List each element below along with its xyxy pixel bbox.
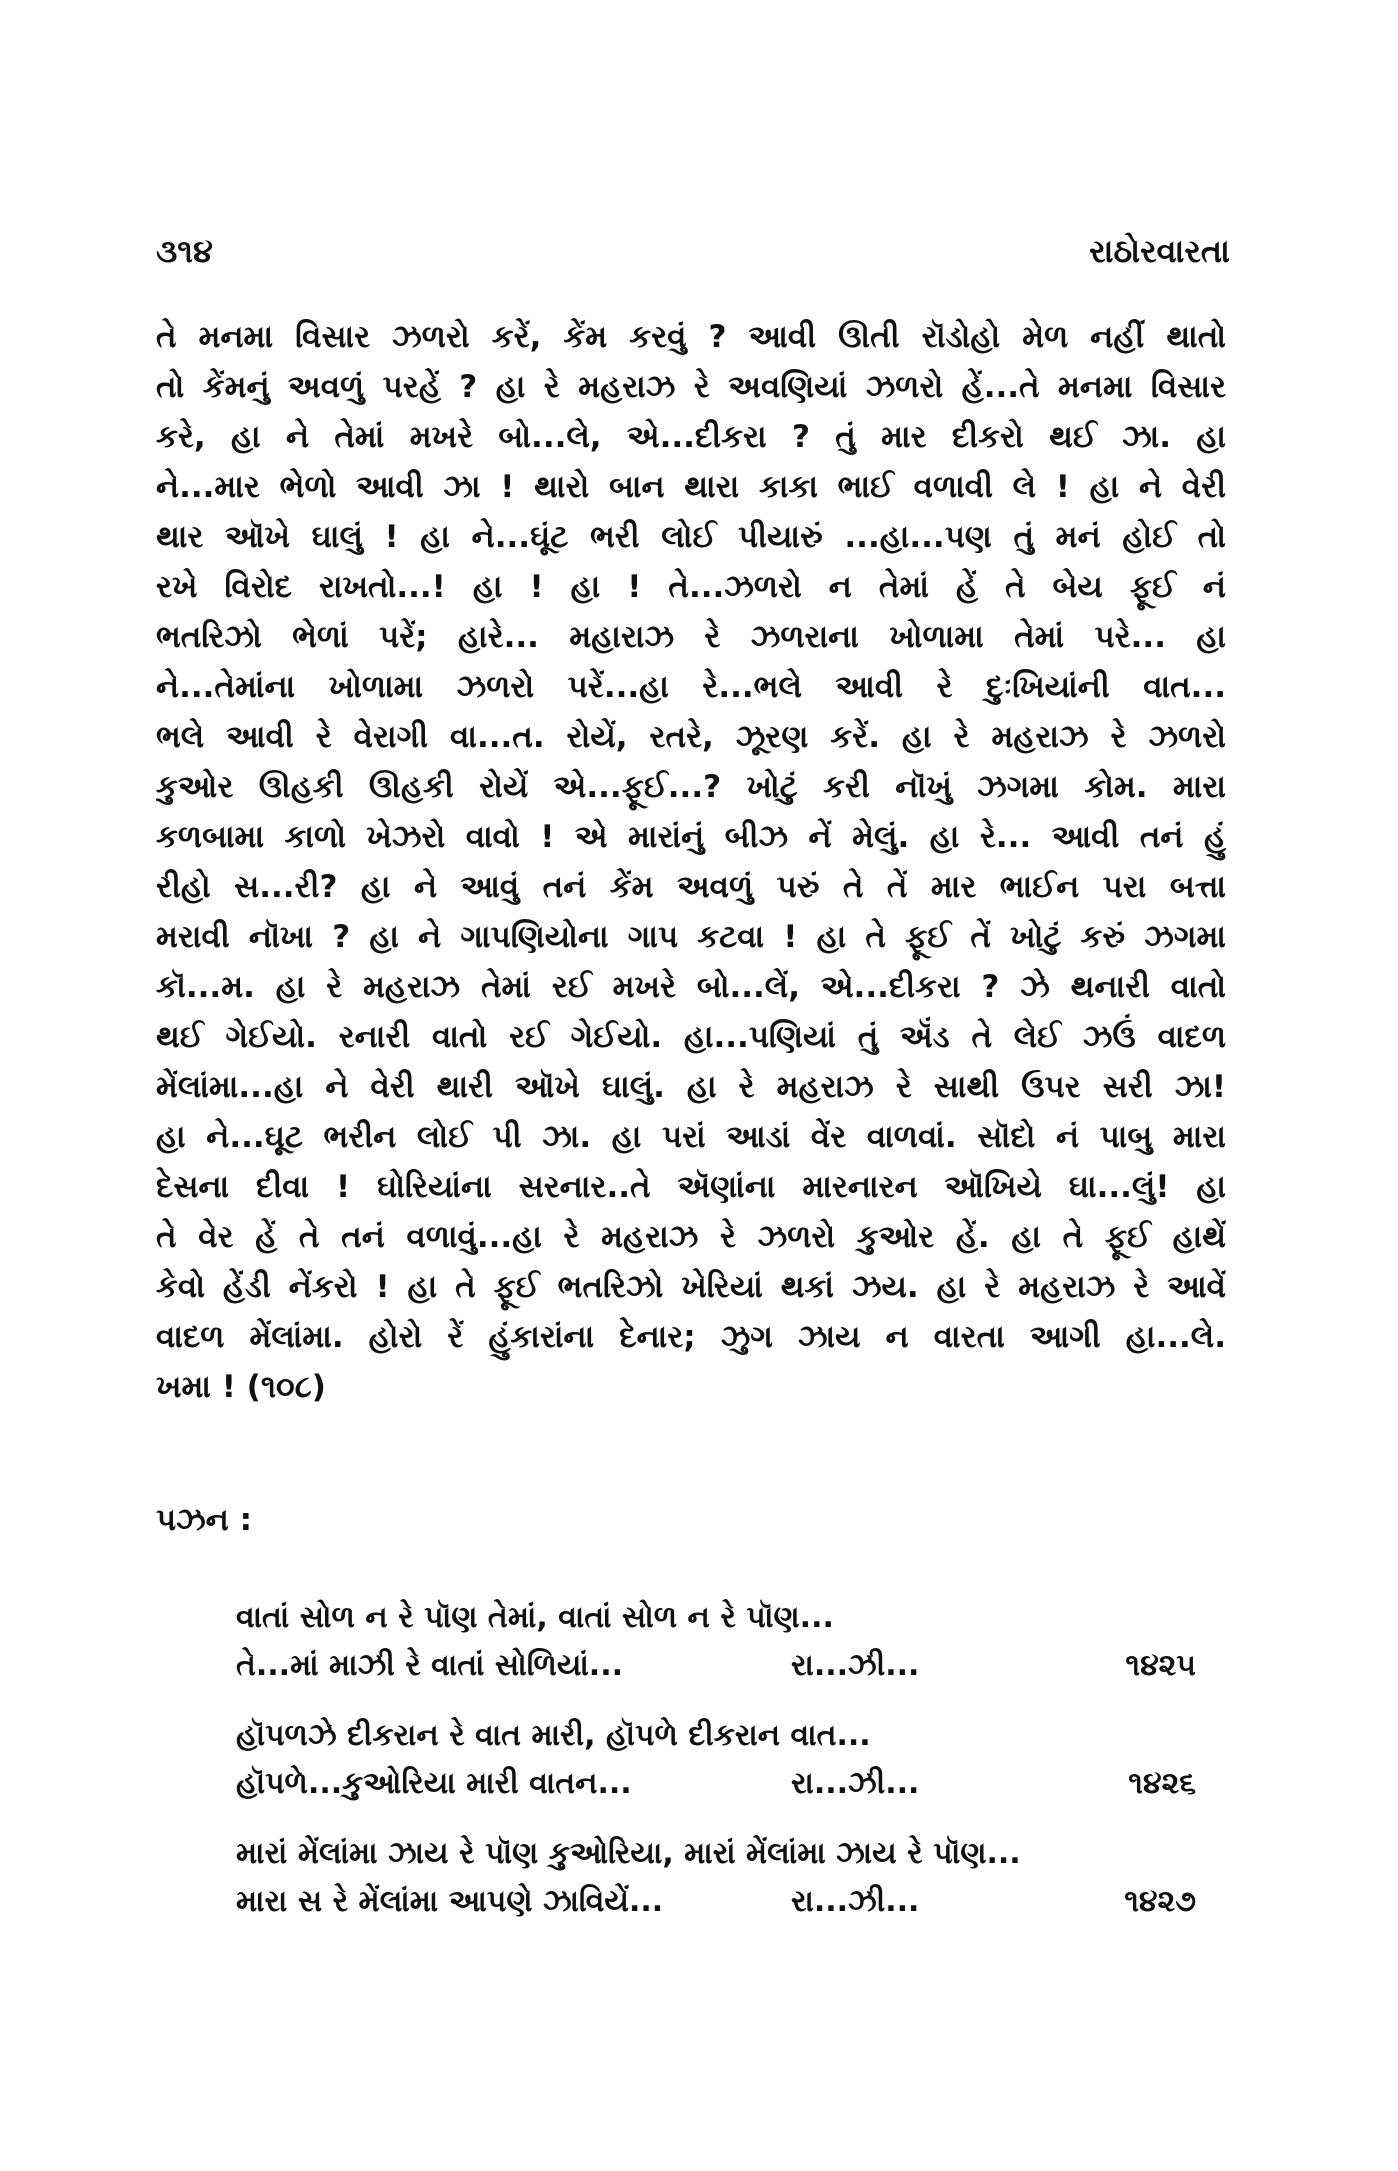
verse-text: મારાં મેંલાંમા ઝાય રે પૉણ કુઓરિયા, મારાં મેંલાંમા ઝાય રે પૉણ... xyxy=(236,1836,1021,1871)
prose-line: કરે, હા ને તેમાં મખરે બો...લે, એ...દીકરા ? તું માર દીકરો થઈ ઝા. હા xyxy=(156,419,1226,455)
running-header: રાઠોરવારતા xyxy=(1089,232,1230,270)
verse-refrain: રા...ઝી... xyxy=(791,1884,920,1919)
verse-line xyxy=(236,1642,1196,1690)
verse-line xyxy=(236,1878,1196,1926)
prose-line: કુઓર ઊહકી ઊહકી રોયેં એ...ફૂઈ...? ખોટું કરી નૉખું ઝગમા કોમ. મારા xyxy=(156,769,1226,805)
verse-number: ૧૪૨૭ xyxy=(1124,1884,1196,1919)
verse-block xyxy=(236,1594,1196,1948)
prose-line: ને...તેમાંના ખોળામા ઝળરો પરેં...હા રે...ભલે આવી રે દુઃખિયાંની વાત... xyxy=(156,669,1226,705)
prose-line: તે વેર હેં તે તનં વળાવું...હા રે મહરાઝ રે ઝળરો કુઓર હેં. હા તે ફૂઈ હાથેં xyxy=(156,1219,1226,1255)
verse-text: વાતાં સોળ ન રે પૉણ તેમાં, વાતાં સોળ ન રે પૉણ... xyxy=(236,1600,834,1635)
prose-line: ભલે આવી રે વેરાગી વા...ત. રોયેં, રતરે, ઝૂરણ કરેં. હા રે મહરાઝ રે ઝળરો xyxy=(156,719,1226,755)
stanza xyxy=(236,1594,1196,1690)
section-label: પઝન : xyxy=(156,1502,252,1538)
verse-refrain: રા...ઝી... xyxy=(791,1766,920,1801)
prose-line: મેંલાંમા...હા ને વેરી થારી ઑખે ઘાલું. હા રે મહરાઝ રે સાથી ઉપર સરી ઝા! xyxy=(156,1069,1226,1105)
verse-text: મારા સ રે મેંલાંમા આપણે ઝાવિયેં... xyxy=(236,1884,664,1919)
verse-line xyxy=(236,1830,1196,1878)
verse-number: ૧૪૨૫ xyxy=(1125,1648,1196,1683)
prose-line: કૉ...મ. હા રે મહરાઝ તેમાં રઈ મખરે બો...લેં, એ...દીકરા ? ઝે થનારી વાતો xyxy=(156,969,1226,1005)
verse-number: ૧૪૨૬ xyxy=(1128,1766,1196,1801)
verse-text: હૉપળે...કુઓરિયા મારી વાતન... xyxy=(236,1766,632,1801)
verse-refrain: રા...ઝી... xyxy=(791,1648,920,1683)
prose-line: થાર ઑખે ઘાલું ! હા ને...ઘૂંટ ભરી લોઈ પીયારું ...હા...પણ તું મનં હોઈ તો xyxy=(156,519,1226,555)
verse-line xyxy=(236,1760,1196,1808)
prose-line: તો કેંમનું અવળું પરહેં ? હા રે મહરાઝ રે અવણિયાં ઝળરો હેં...તે મનમા વિસાર xyxy=(156,369,1226,405)
page-number: ૩૧૪ xyxy=(156,232,213,270)
prose-line: ને...માર ભેળો આવી ઝા ! થારો બાન થારા કાકા ભાઈ વળાવી લે ! હા ને વેરી xyxy=(156,469,1226,505)
verse-text: હૉપળઝે દીકરાન રે વાત મારી, હૉપળે દીકરાન વાત... xyxy=(236,1718,871,1753)
prose-line: દેસના દીવા ! ઘોરિયાંના સરનાર..તે ઍણાંના મારનારન ઑખિયે ઘા...લું! હા xyxy=(156,1169,1226,1205)
verse-text: તે...માં માઝી રે વાતાં સોળિયાં... xyxy=(236,1648,623,1683)
prose-line: મરાવી નૉખા ? હા ને ગાપણિયોના ગાપ કટવા ! હા તે ફૂઈ તેં ખોટું કરું ઝગમા xyxy=(156,919,1226,955)
prose-line: રખે વિરોદ રાખતો...! હા ! હા ! તે...ઝળરો ન તેમાં હેં તે બેય ફૂઈ નં xyxy=(156,569,1226,605)
verse-line xyxy=(236,1594,1196,1642)
prose-line: તે મનમા વિસાર ઝળરો કરેં, કેંમ કરવું ? આવી ઊતી રૉડોહો મેળ નહીં થાતો xyxy=(156,319,1226,355)
prose-line: વાદળ મેંલાંમા. હોરો રેં હુંકારાંના દેનાર; ઝુગ ઝાય ન વારતા આગી હા...લે. xyxy=(156,1319,1226,1355)
stanza xyxy=(236,1830,1196,1926)
prose-line: ભતરિઝો ભેળાં પરેં; હારે... મહારાઝ રે ઝળરાના ખોળામા તેમાં પરે... હા xyxy=(156,619,1226,655)
prose-line: ખમા ! (૧૦૮) xyxy=(156,1369,326,1405)
prose-line: કળબામા કાળો ખેઝરો વાવો ! એ મારાંનું બીઝ નેં મેલું. હા રે... આવી તનં હું xyxy=(156,819,1226,855)
prose-line: કેવો હેંડી નેંકરો ! હા તે ફૂઈ ભતરિઝો ખેરિયાં થકાં ઝય. હા રે મહરાઝ રે આવેં xyxy=(156,1269,1226,1305)
prose-line: થઈ ગેઈયો. રનારી વાતો રઈ ગેઈયો. હા...પણિયાં તું ઍંડ તે લેઈ ઝઉં વાદળ xyxy=(156,1019,1226,1055)
prose-body xyxy=(156,312,1226,1412)
prose-line: હા ને...ઘૂટ ભરીન લોઈ પી ઝા. હા પરાં આડાં વેંર વાળવાં. સૉદો નં પાબુ મારા xyxy=(156,1119,1226,1155)
stanza xyxy=(236,1712,1196,1808)
prose-line: રીહો સ...રી? હા ને આવું તનં કેંમ અવળું પરું તે તેં માર ભાઈન પરા બત્તા xyxy=(156,869,1226,905)
verse-line xyxy=(236,1712,1196,1760)
